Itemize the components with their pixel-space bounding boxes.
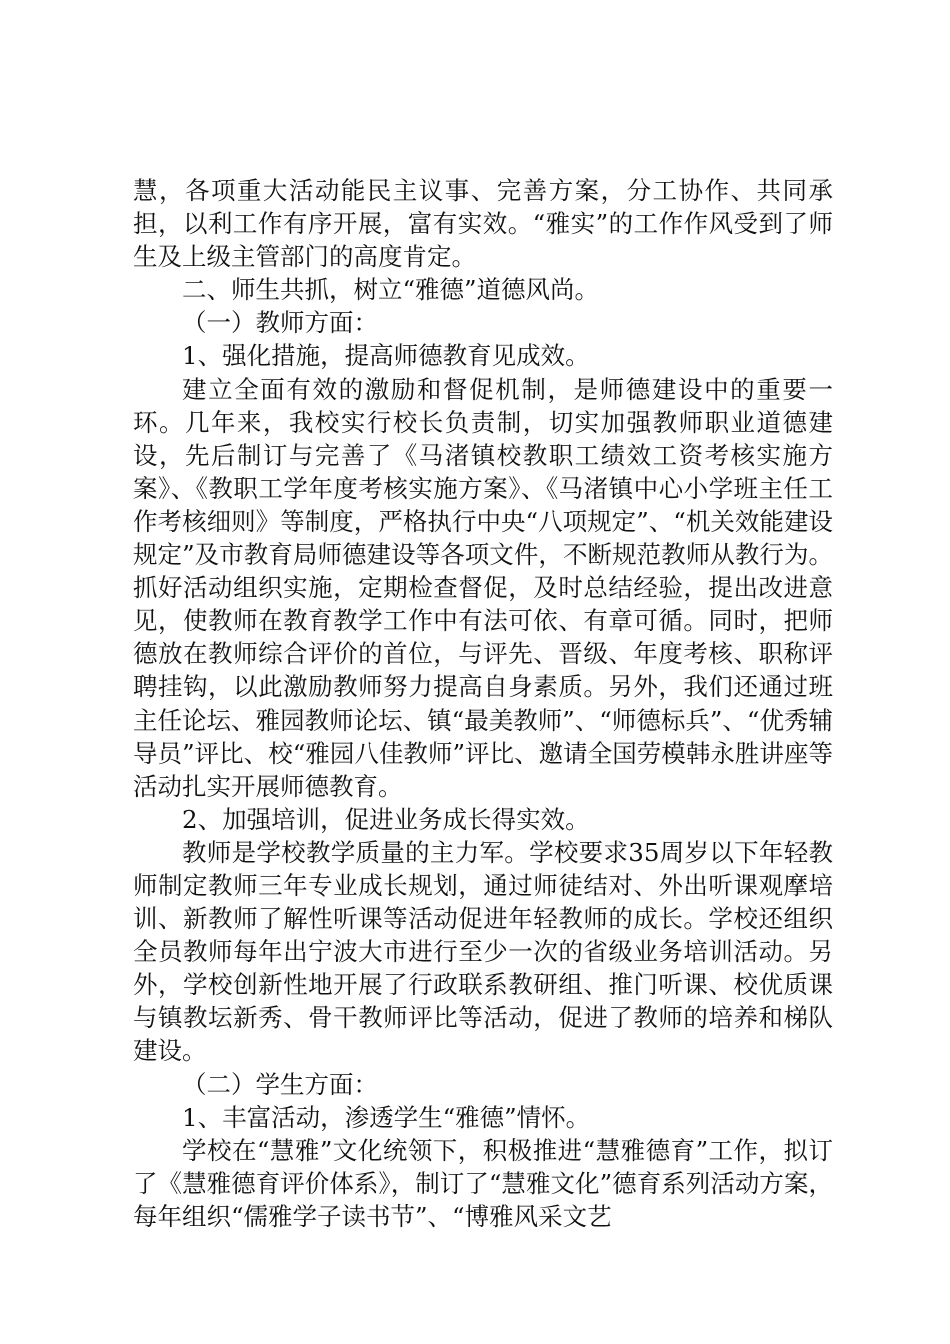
subsection-heading-students: （二）学生方面： [182,1069,378,1099]
paragraph-teacher-training: 教师是学校教学质量的主力军。学校要求35周岁以下年轻教师制定教师三年专业成长规划，通过师徒结对、外出听课观摩培训、新教师了解性听课等活动促进年轻教师的成长。学校还组织全员教师每年出宁波大市进行至少一次的省级业务培训活动。另外，学校创新性地开展了行政联系教研组、推门听课、校优质课与镇教坛新秀、骨干教师评比等活动，促进了教师的培养和梯队建设。 [133,837,833,1066]
paragraph-teacher-ethics: 建立全面有效的激励和督促机制，是师德建设中的重要一环。几年来，我校实行校长负责制，切实加强教师职业道德建设，先后制订与完善了《马渚镇校教职工绩效工资考核实施方案》、《教职工学年度考核实施方案》、《马渚镇中心小学班主任工作考核细则》等制度，严格执行中央“八项规定”、“机关效能建设规定”及市教育局师德建设等各项文件，不断规范教师从教行为。抓好活动组织实施，定期检查督促，及时总结经验，提出改进意见，使教师在教育教学工作中有法可依、有章可循。同时，把师德放在教师综合评价的首位，与评先、晋级、年度考核、职称评聘挂钩，以此激励教师努力提高自身素质。另外，我们还通过班主任论坛、雅园教师论坛、镇“最美教师”、“师德标兵”、“优秀辅导员”评比、校“雅园八佳教师”评比、邀请全国劳模韩永胜讲座等活动扎实开展师德教育。 [133,374,833,801]
item-heading-teacher-1: 1、强化措施，提高师德教育见成效。 [182,341,590,371]
item-heading-student-1: 1、丰富活动，渗透学生“雅德”情怀。 [182,1102,591,1132]
paragraph-continuation: 慧，各项重大活动能民主议事、完善方案，分工协作、共同承担，以利工作有序开展，富有实效。“雅实”的工作作风受到了师生及上级主管部门的高度肯定。 [133,176,833,272]
paragraph-student-activities: 学校在“慧雅”文化统领下，积极推进“慧雅德育”工作，拟订了《慧雅德育评价体系》，制订了“慧雅文化”德育系列活动方案，每年组织“儒雅学子读书节”、“博雅风采文艺 [133,1135,833,1231]
item-heading-teacher-2: 2、加强培训，促进业务成长得实效。 [182,804,590,834]
subsection-heading-teachers: （一）教师方面： [182,308,378,338]
document-body [133,174,833,1233]
section-heading-two: 二、师生共抓，树立“雅德”道德风尚。 [182,275,600,305]
